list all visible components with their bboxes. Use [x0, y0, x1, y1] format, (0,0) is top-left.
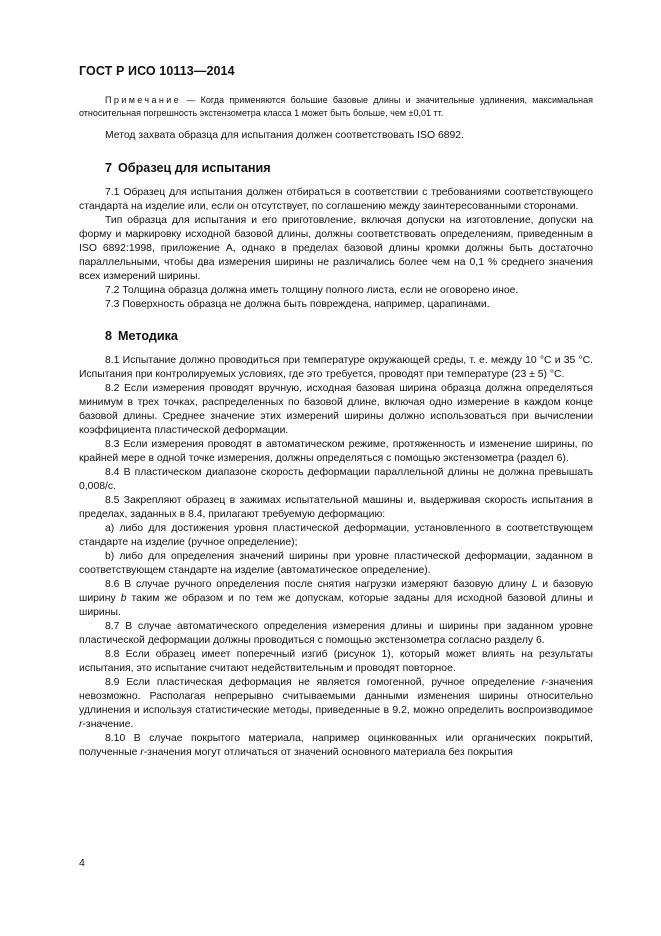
paragraph-8-1: 8.1 Испытание должно проводиться при температуре окружающей среды, т. е. между 10 °С и 35 °С. Испытания при контролируемых условиях, где это требуется, проводят при температуре (23 ± 5) °С. — [79, 355, 593, 380]
paragraph-8-6: 8.6 В случае ручного определения после снятия нагрузки измеряют базовую длину L и базовую ширину b таким же образом и по тем же допускам, которые заданы для исходной базовой длины и ширины. — [79, 579, 593, 618]
paragraph-8-5: 8.5 Закрепляют образец в зажимах испытательной машины и, выдерживая скорость испытания в пределах, заданных в 8.4, прилагают требуемую деформацию: — [79, 495, 593, 520]
paragraph-8-5-b: b) либо для определения значений ширины при уровне пластической деформации, заданном в соответствующем стандарте на изделие (автоматическое определение). — [79, 551, 593, 576]
paragraph-8-5-a: а) либо для достижения уровня пластической деформации, установленного в соответствующем стандарте на изделие (ручное определение); — [79, 523, 593, 548]
page-number: 4 — [79, 857, 85, 869]
note-paragraph — [79, 94, 593, 120]
paragraph-8-4: 8.4 В пластическом диапазоне скорость деформации параллельной длины не должна превышать 0,008/с. — [79, 467, 593, 492]
paragraph-7-1: 7.1 Образец для испытания должен отбираться в соответствии с требованиями соответствующего стандарта на изделие или, если он отсутствует, по соглашению между заинтересованными сторонами. — [79, 187, 593, 212]
note-text: — Когда применяются большие базовые длины и значительные удлинения, максимальная относительная погрешность экстензометра класса 1 может быть больше, чем ±0,01 тт. — [79, 95, 593, 118]
paragraph-8-10: 8.10 В случае покрытого материала, например оцинкованных или органических покрытий, полученные r-значения могут отличаться от значений основного материала без покрытия — [79, 733, 593, 758]
section-heading-8: 8 Методика — [105, 329, 178, 343]
paragraph-8-3: 8.3 Если измерения проводят в автоматическом режиме, протяженность и изменение ширины, по крайней мере в одной точке измерения, должны определяться с помощью экстензометра (раздел 6). — [79, 439, 593, 464]
paragraph-7-1-b: Тип образца для испытания и его приготовление, включая допуски на изготовление, допуски на форму и маркировку исходной базовой длины, должны соответствовать определениям, приведенным в ISO 6892:1998, приложение А, однако в пределах базовой длины кромки должны быть достаточно параллельными, чтобы два измерения ширины не различались более чем на 0,1 % среднего значения всех измерений ширины. — [79, 215, 593, 282]
paragraph-7-2: 7.2 Толщина образца должна иметь толщину полного листа, если не оговорено иное. — [105, 285, 519, 296]
paragraph-7-3: 7.3 Поверхность образца не должна быть повреждена, например, царапинами. — [105, 299, 490, 310]
paragraph-8-8: 8.8 Если образец имеет поперечный изгиб (рисунок 1), который может влиять на результаты испытания, это испытание считают недействительным и проводят повторное. — [79, 649, 593, 674]
paragraph-8-7: 8.7 В случае автоматического определения измерения длины и ширины при заданном уровне пластической деформации должны проводиться с помощью экстензометра согласно разделу 6. — [79, 621, 593, 646]
paragraph: Метод захвата образца для испытания должен соответствовать ISO 6892. — [105, 130, 464, 141]
paragraph-8-2: 8.2 Если измерения проводят вручную, исходная базовая ширина образца должна определяться минимум в трех точках, распределенных по базовой длине, включая одно измерение в каждом конце базовой длины. Среднее значение этих измерений ширины должно использоваться при вычислении коэффициента пластической деформации. — [79, 383, 593, 436]
note-label: Примечание — [105, 95, 182, 105]
page-header: ГОСТ Р ИСО 10113—2014 — [79, 64, 235, 78]
paragraph-8-9: 8.9 Если пластическая деформация не является гомогенной, ручное определение r-значения невозможно. Располагая непрерывно считываемыми данными изменения ширины относительно удлинения и используя статистические методы, приведенные в 9.2, можно определить воспроизводимое r-значение. — [79, 677, 593, 730]
section-heading-7: 7 Образец для испытания — [105, 161, 271, 175]
page-content — [79, 94, 593, 760]
